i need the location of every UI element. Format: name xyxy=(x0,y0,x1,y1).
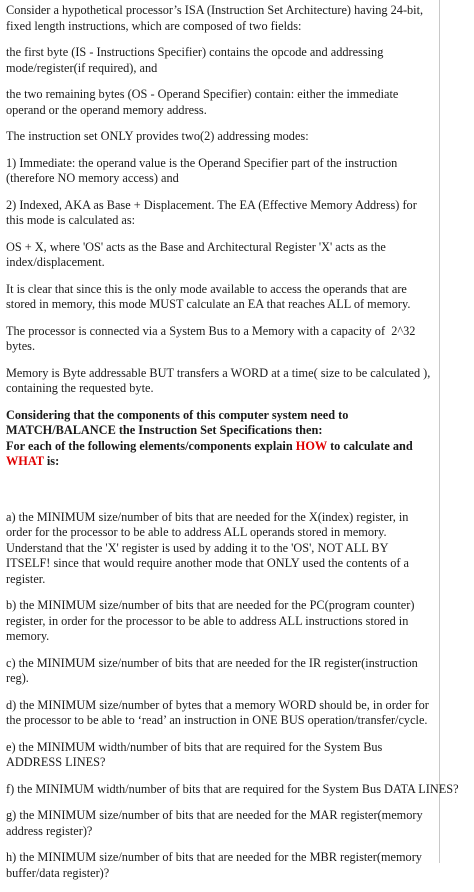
question-a: a) the MINIMUM size/number of bits that are needed for the X(index) register, in order for the processor to be able to address ALL operands stored in memory. Understand that the 'X' register is used by adding it to the 'OS', NOT ALL BY ITSELF! since that would require another mode that ONLY used the contents of a register. xyxy=(6,509,409,586)
modes-intro-paragraph: The instruction set ONLY provides two(2) addressing modes: xyxy=(6,129,309,143)
bus-paragraph xyxy=(6,324,468,355)
bus-text: The processor is connected via a System Bus to a Memory with a capacity of xyxy=(6,323,386,338)
question-e: e) the MINIMUM width/number of bits that are required for the System Bus ADDRESS LINES? xyxy=(6,739,383,769)
question-c: c) the MINIMUM size/number of bits that are needed for the IR register(instruction reg). xyxy=(6,655,418,685)
instructions-paragraph xyxy=(6,408,468,470)
bus-capacity-exp: ^32 xyxy=(397,323,416,338)
mode-immediate-paragraph: 1) Immediate: the operand value is the Operand Specifier part of the instruction (therefore NO memory access) and xyxy=(6,155,398,185)
intro-paragraph: Consider a hypothetical processor’s ISA (Instruction Set Architecture) having 24-bit, fixed length instructions, which are composed of two fields: xyxy=(6,3,424,33)
question-text xyxy=(6,3,468,892)
question-f: f) the MINIMUM width/number of bits that are required for the System Bus DATA LINES? xyxy=(6,781,459,796)
instructions-line2c: is: xyxy=(46,454,60,468)
ea-note-paragraph: It is clear that since this is the only mode available to access the operands that are stored in memory, this mode MUST calculate an EA that reaches ALL of memory. xyxy=(6,281,411,311)
memory-note-paragraph: Memory is Byte addressable BUT transfers a WORD at a time( size to be calculated ), containing the requested byte. xyxy=(6,365,431,395)
instructions-line1: Considering that the components of this computer system need to MATCH/BALANCE the Instruction Set Specifications then: xyxy=(6,407,349,437)
bus-capacity-base: 2 xyxy=(391,323,398,338)
question-b: b) the MINIMUM size/number of bits that are needed for the PC(program counter) register, in order for the processor to be able to address ALL instructions stored in memory. xyxy=(6,598,415,643)
what-highlight: WHAT xyxy=(6,454,44,468)
how-highlight: HOW xyxy=(295,438,327,453)
field-os-paragraph: the two remaining bytes (OS - Operand Specifier) contain: either the immediate operand or the operand memory address. xyxy=(6,87,399,117)
question-g: g) the MINIMUM size/number of bits that are needed for the MAR register(memory address register)? xyxy=(6,808,423,838)
question-h: h) the MINIMUM size/number of bits that are needed for the MBR register(memory buffer/data register)? xyxy=(6,850,422,880)
mode-indexed-paragraph: 2) Indexed, AKA as Base + Displacement. The EA (Effective Memory Address) for this mode is calculated as: xyxy=(6,197,417,227)
field-is-paragraph: the first byte (IS - Instructions Specifier) contains the opcode and addressing mode/register(if required), and xyxy=(6,45,384,75)
ea-formula-paragraph: OS + X, where 'OS' acts as the Base and Architectural Register 'X' acts as the index/displacement. xyxy=(6,239,386,269)
bus-unit: bytes. xyxy=(6,339,36,353)
instructions-line2b: to calculate and xyxy=(330,438,413,453)
question-d: d) the MINIMUM size/number of bytes that a memory WORD should be, in order for the processor to be able to ‘read’ an instruction in ONE BUS operation/transfer/cycle. xyxy=(6,697,429,727)
instructions-line2a: For each of the following elements/components explain xyxy=(6,438,293,453)
